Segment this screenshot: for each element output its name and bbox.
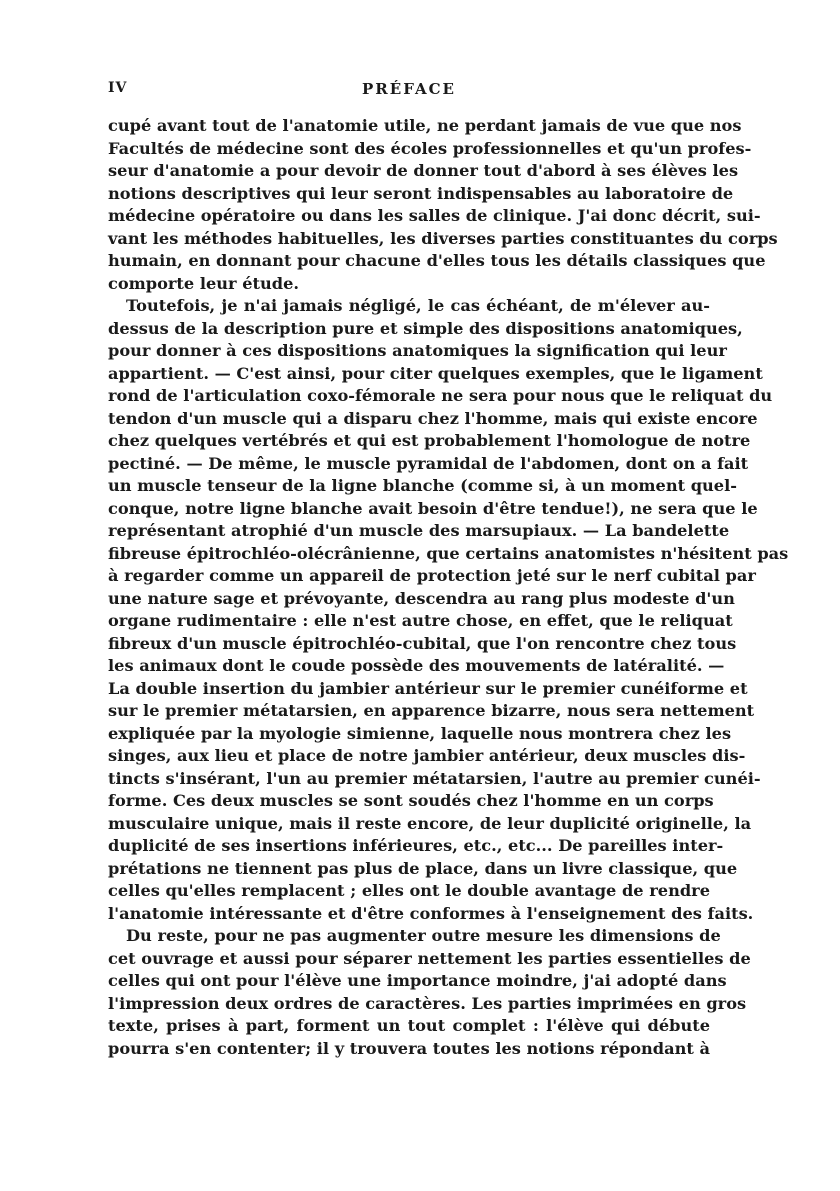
text-line: texte, prises à part, forment un tout complet : l'élève qui débute [108, 1016, 710, 1035]
text-line: notions descriptives qui leur seront indispensables au laboratoire de [108, 183, 734, 203]
running-title: PRÉFACE [362, 80, 456, 98]
text-line: l'impression deux ordres de caractères. Les parties imprimées en gros [108, 993, 747, 1013]
text-line: pour donner à ces dispositions anatomiques la signification qui leur [108, 341, 727, 360]
text-line: tincts s'insérant, l'un au premier métatarsien, l'autre au premier cunéi- [108, 768, 761, 788]
text-line: appartient. — C'est ainsi, pour citer quelques exemples, que le ligament [108, 363, 763, 383]
text-line: un muscle tenseur de la ligne blanche (comme si, à un moment quel- [108, 476, 737, 495]
text-line: singes, aux lieu et place de notre jambier antérieur, deux muscles dis- [108, 746, 746, 765]
text-line: celles qui ont pour l'élève une importance moindre, j'ai adopté dans [108, 971, 727, 990]
text-line: Facultés de médecine sont des écoles professionnelles et qu'un profes- [108, 138, 752, 158]
text-line: comporte leur étude. [108, 273, 300, 293]
text-line: seur d'anatomie a pour devoir de donner tout d'abord à ses élèves les [108, 161, 739, 180]
text-line: celles qu'elles remplacent ; elles ont le double avantage de rendre [108, 881, 710, 900]
text-line: une nature sage et prévoyante, descendra au rang plus modeste d'un [108, 588, 735, 608]
text-line: l'anatomie intéressante et d'être conformes à l'enseignement des faits. [108, 903, 754, 923]
text-line: expliquée par la myologie simienne, laquelle nous montrera chez les [108, 723, 732, 743]
text-line: forme. Ces deux muscles se sont soudés chez l'homme en un corps [108, 791, 714, 810]
text-line: cet ouvrage et aussi pour séparer nettement les parties essentielles de [108, 948, 751, 968]
text-line: humain, en donnant pour chacune d'elles tous les détails classiques que [108, 251, 766, 270]
text-line: à regarder comme un appareil de protection jeté sur le nerf cubital par [108, 566, 756, 585]
text-line: vant les méthodes habituelles, les diverses parties constituantes du corps [108, 228, 778, 248]
page-header [108, 80, 710, 102]
text-line: organe rudimentaire : elle n'est autre chose, en effet, que le reliquat [108, 611, 733, 630]
page-number: IV [108, 80, 128, 96]
text-line: musculaire unique, mais il reste encore, de leur duplicité originelle, la [108, 813, 752, 833]
text-line: sur le premier métatarsien, en apparence bizarre, nous sera nettement [108, 701, 755, 720]
text-line: conque, notre ligne blanche avait besoin d'être tendue!), ne sera que le [108, 498, 758, 518]
text-line: La double insertion du jambier antérieur sur le premier cunéiforme et [108, 678, 748, 698]
text-line: Du reste, pour ne pas augmenter outre mesure les dimensions de [126, 926, 721, 945]
body-text [108, 115, 789, 1060]
text-line: rond de l'articulation coxo-fémorale ne sera pour nous que le reliquat du [108, 386, 773, 405]
text-line: les animaux dont le coude possède des mouvements de latéralité. — [108, 656, 725, 675]
text-line: chez quelques vertébrés et qui est probablement l'homologue de notre [108, 431, 751, 450]
text-line: duplicité de ses insertions inférieures, etc., etc... De pareilles inter- [108, 836, 724, 855]
text-line: fibreux d'un muscle épitrochléo-cubital, que l'on rencontre chez tous [108, 633, 737, 653]
text-line: dessus de la description pure et simple des dispositions anatomiques, [108, 318, 743, 338]
text-line: médecine opératoire ou dans les salles de clinique. J'ai donc décrit, sui- [108, 206, 761, 225]
text-line: pourra s'en contenter; il y trouvera toutes les notions répondant à [108, 1038, 710, 1058]
text-line: pectiné. — De même, le muscle pyramidal de l'abdomen, dont on a fait [108, 453, 749, 473]
text-line: cupé avant tout de l'anatomie utile, ne perdant jamais de vue que nos [108, 116, 742, 135]
text-line: fibreuse épitrochléo-olécrânienne, que certains anatomistes n'hésitent pas [108, 543, 789, 563]
text-line: tendon d'un muscle qui a disparu chez l'homme, mais qui existe encore [108, 408, 758, 428]
text-line: prétations ne tiennent pas plus de place, dans un livre classique, que [108, 858, 738, 878]
text-line: Toutefois, je n'ai jamais négligé, le cas échéant, de m'élever au- [126, 296, 710, 315]
text-line: représentant atrophié d'un muscle des marsupiaux. — La bandelette [108, 521, 730, 540]
